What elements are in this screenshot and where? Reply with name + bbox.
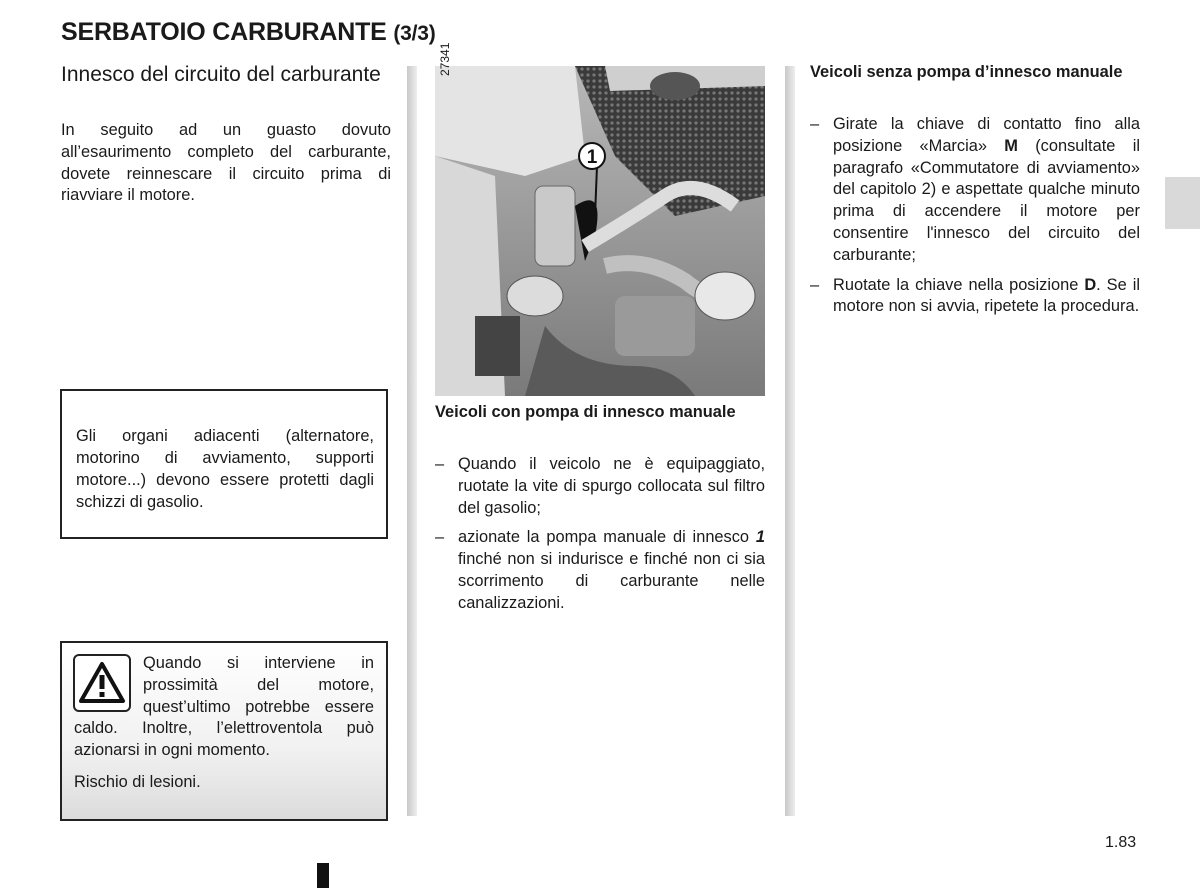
warning-text: Quando si interviene in prossimità del motore, quest’ultimo potrebbe essere caldo. Inoltre, l’elettroventola può azionarsi in ogni momento. — [74, 654, 374, 760]
section-title: Innesco del circuito del carburante — [61, 63, 381, 86]
no-pump-heading: Veicoli senza pompa d’innesco manuale — [810, 63, 1123, 81]
list-item-text: Girate la chiave di contatto fino alla posizione «Marcia» — [833, 115, 1140, 155]
column-separator-left — [407, 66, 417, 816]
no-pump-steps — [810, 114, 1140, 326]
figure-number: 27341 — [438, 42, 452, 76]
warning-risk: Rischio di lesioni. — [74, 772, 201, 791]
intro-paragraph: In seguito ad un guasto dovuto all’esaurimento completo del carburante, dovete reinnescare il circuito prima di riavviare il motore. — [61, 121, 391, 205]
list-dash: – — [810, 115, 820, 133]
column-separator-right — [785, 66, 795, 816]
list-item-emphasis: M — [1004, 136, 1018, 155]
list-dash: – — [435, 455, 445, 473]
manual-pump-heading: Veicoli con pompa di innesco manuale — [435, 403, 736, 421]
list-item-emphasis: 1 — [755, 528, 765, 547]
list-item-text-end: . Se il motore non si avvia, ripetete la procedura. — [833, 275, 1140, 316]
list-item-emphasis: D — [1084, 275, 1097, 294]
list-item-text-end: (consultate il paragrafo «Commutatore di avviamento» del capitolo 2) e aspettate qualche minuto prima di accendere il motore per consentire l'innesco del circuito del carburante; — [833, 136, 1140, 264]
list-item — [810, 275, 1140, 319]
page-title — [61, 18, 436, 47]
page-title-text: SERBATOIO CARBURANTE — [61, 18, 387, 46]
list-item-text: Quando il veicolo ne è equipaggiato, ruotate la vite di spurgo collocata sul filtro del gasolio; — [458, 455, 765, 517]
list-item — [435, 527, 765, 614]
list-item-text: Ruotate la chiave nella posizione — [833, 275, 1085, 294]
list-item — [810, 114, 1140, 267]
manual-pump-steps — [435, 454, 765, 623]
photo-callout-label: 1 — [586, 147, 598, 168]
bottom-marker — [317, 863, 329, 888]
info-note-box — [60, 389, 388, 539]
list-item-text: azionate la pompa manuale di innesco — [458, 528, 756, 547]
warning-box — [60, 641, 388, 821]
page-title-part: (3/3) — [393, 22, 436, 45]
list-item-text-end: finché non si indurisce e finché non ci sia scorrimento di carburante nelle canalizzazioni. — [458, 550, 765, 612]
page-number: 1.83 — [1105, 834, 1137, 851]
engine-bay-photo — [435, 66, 765, 396]
list-dash: – — [810, 275, 820, 294]
list-item — [435, 454, 765, 519]
warning-triangle-icon — [73, 654, 131, 712]
chapter-tab — [1165, 177, 1200, 229]
list-dash: – — [435, 528, 445, 547]
info-note-text: Gli organi adiacenti (alternatore, motorino di avviamento, supporti motore...) devono essere protetti dagli schizzi di gasolio. — [76, 427, 374, 511]
